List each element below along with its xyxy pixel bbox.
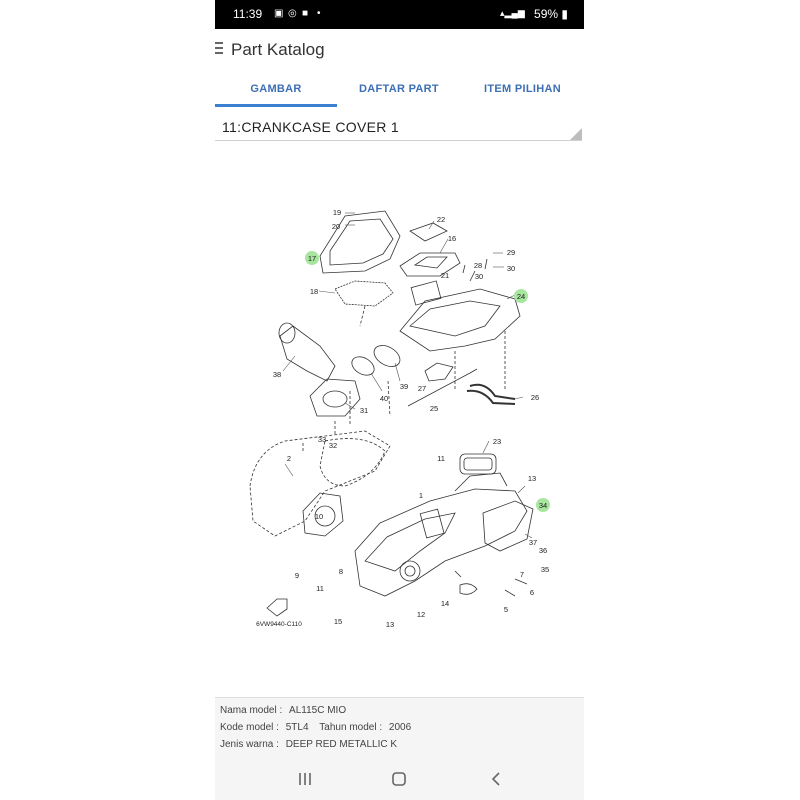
callout-29[interactable]: 29 (506, 248, 516, 257)
callout-13b[interactable]: 13 (385, 620, 395, 629)
callout-38[interactable]: 38 (272, 370, 282, 379)
jenis-warna-value: DEEP RED METALLIC K (285, 739, 398, 750)
callout-25[interactable]: 25 (429, 404, 439, 413)
kode-model-value: 5TL4 (285, 722, 309, 733)
battery-icon: ▮ (561, 7, 568, 21)
nama-model-label: Nama model : (220, 705, 283, 716)
tab-gambar[interactable]: GAMBAR (250, 83, 302, 95)
callout-26[interactable]: 26 (530, 393, 540, 402)
app-title: Part Katalog (231, 40, 325, 59)
callout-40[interactable]: 40 (379, 394, 389, 403)
callout-18[interactable]: 18 (309, 287, 319, 296)
callout-7[interactable]: 7 (519, 570, 525, 579)
callout-6[interactable]: 6 (529, 588, 535, 597)
callout-39[interactable]: 39 (399, 382, 409, 391)
tab-daftar-part[interactable]: DAFTAR PART (359, 83, 439, 95)
tab-bar (215, 73, 584, 107)
callout-30b[interactable]: 30 (474, 272, 484, 281)
section-title: 11:CRANKCASE COVER 1 (222, 119, 399, 135)
callout-17[interactable]: 17 (307, 254, 317, 263)
image-icon: ▣ (274, 8, 284, 19)
active-tab-indicator (215, 104, 337, 107)
callout-37[interactable]: 37 (528, 538, 538, 547)
exploded-parts-drawing (215, 141, 584, 696)
app-bar (215, 29, 584, 73)
back-icon[interactable] (485, 768, 507, 790)
callout-16[interactable]: 16 (447, 234, 457, 243)
callout-19[interactable]: 19 (332, 208, 342, 217)
callout-21[interactable]: 21 (440, 271, 450, 280)
callout-2[interactable]: 2 (286, 454, 292, 463)
callout-1[interactable]: 1 (418, 491, 424, 500)
callout-32[interactable]: 32 (328, 441, 338, 450)
callout-15[interactable]: 15 (333, 617, 343, 626)
phone-screen (215, 0, 584, 800)
callout-8[interactable]: 8 (338, 567, 344, 576)
dropdown-corner-icon (570, 128, 582, 140)
callout-22[interactable]: 22 (436, 215, 446, 224)
callout-23[interactable]: 23 (492, 437, 502, 446)
callout-14[interactable]: 14 (440, 599, 450, 608)
jenis-warna-row (220, 739, 397, 752)
callout-27[interactable]: 27 (417, 384, 427, 393)
tahun-model-label: Tahun model : (319, 722, 383, 733)
battery-level: 59% ▮ (534, 7, 568, 21)
callout-31[interactable]: 31 (359, 406, 369, 415)
tab-item-pilihan[interactable]: ITEM PILIHAN (484, 83, 561, 95)
callout-11b[interactable]: 11 (316, 584, 324, 593)
callout-36[interactable]: 36 (538, 546, 548, 555)
section-selector[interactable] (215, 111, 582, 141)
status-bar (215, 0, 584, 29)
callout-34[interactable]: 34 (538, 501, 548, 510)
model-info-panel (215, 697, 584, 757)
callout-5[interactable]: 5 (503, 605, 509, 614)
nama-model-value: AL115C MIO (289, 705, 347, 716)
kode-model-label: Kode model : (220, 722, 279, 733)
dot-icon: • (317, 8, 321, 19)
callout-24[interactable]: 24 (516, 292, 526, 301)
signal-icon: ▴▂▄▆ (500, 8, 525, 18)
bag-icon: ■ (302, 8, 309, 19)
callout-11[interactable]: 11 (437, 454, 445, 463)
tahun-model-value: 2006 (388, 722, 412, 733)
callout-35[interactable]: 35 (540, 565, 550, 574)
callout-13[interactable]: 13 (527, 474, 537, 483)
callout-20[interactable]: 20 (331, 222, 341, 231)
menu-icon[interactable] (215, 42, 223, 58)
callout-28[interactable]: 28 (473, 261, 483, 270)
callout-10[interactable]: 10 (314, 512, 324, 521)
home-icon[interactable] (388, 768, 410, 790)
status-time: 11:39 (233, 7, 263, 21)
figure-code: 6VW9440-C110 (256, 621, 302, 628)
nama-model-row (220, 705, 346, 718)
callout-9[interactable]: 9 (294, 571, 300, 580)
recent-apps-icon[interactable] (294, 768, 316, 790)
callout-33[interactable]: 33 (317, 435, 327, 444)
system-nav-bar (215, 756, 584, 800)
jenis-warna-label: Jenis warna : (220, 739, 279, 750)
parts-diagram[interactable] (215, 141, 584, 696)
whatsapp-icon: ◎ (288, 8, 297, 19)
callout-30[interactable]: 30 (506, 264, 516, 273)
callout-12[interactable]: 12 (416, 610, 426, 619)
kode-model-row (220, 722, 411, 735)
